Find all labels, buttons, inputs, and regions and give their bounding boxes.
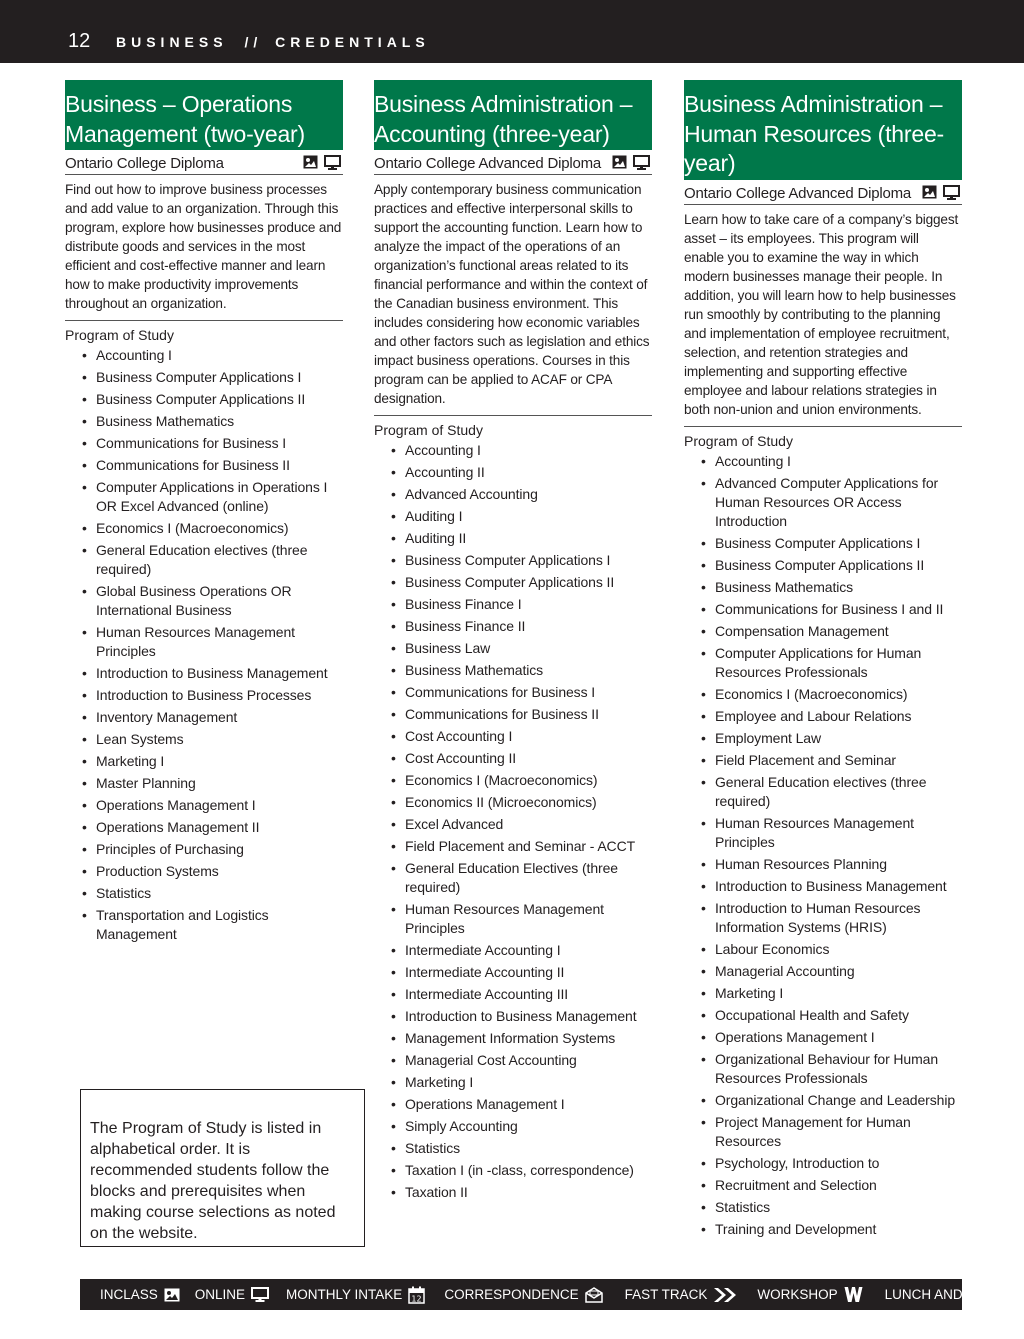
course-item: • Business Law — [374, 639, 652, 658]
course-item: • Introduction to Human Resources Information Systems (HRIS) — [684, 899, 962, 937]
subsection-label: CREDENTIALS — [275, 34, 430, 50]
course-item: • Psychology, Introduction to — [684, 1154, 962, 1173]
course-item: • Communications for Business I — [65, 434, 343, 453]
alphabetical-order-note: The Program of Study is listed in alphabetical order. It is recommended students follow the blocks and prerequisites when making course selections as noted on the website. — [80, 1089, 365, 1247]
course-item: • Marketing I — [65, 752, 343, 771]
legend-item-inclass — [100, 1287, 180, 1302]
course-item: • Auditing II — [374, 529, 652, 548]
course-item: • Advanced Accounting — [374, 485, 652, 504]
online-icon — [943, 185, 960, 200]
course-item: • Operations Management I — [374, 1095, 652, 1114]
course-item: • Advanced Computer Applications for Human Resources OR Access Introduction — [684, 474, 962, 531]
course-list — [684, 452, 962, 1239]
page-number: 12 — [68, 30, 91, 52]
delivery-icons — [610, 155, 650, 170]
course-item: • Field Placement and Seminar - ACCT — [374, 837, 652, 856]
course-item: • Managerial Accounting — [684, 962, 962, 981]
course-item: • Cost Accounting II — [374, 749, 652, 768]
course-item: • Introduction to Business Management — [374, 1007, 652, 1026]
legend-item-online — [195, 1287, 269, 1303]
course-item: • Communications for Business II — [65, 456, 343, 475]
course-item: • Excel Advanced — [374, 815, 652, 834]
program-column — [374, 80, 652, 1205]
program-description: Learn how to take care of a company’s biggest asset – its employees. This program will enable you to examine the way in which modern businesses manage their people. In addition, you will learn how to help businesses run smoothly by contributing to the planning and implementation of employee recruitment, selection, and retention strategies and implementing and supporting effective employee and labour relations strategies in both non-union and union environments. — [684, 210, 962, 427]
course-item: • Accounting I — [684, 452, 962, 471]
course-item: • Training and Development — [684, 1220, 962, 1239]
course-item: • General Education electives (three required) — [65, 541, 343, 579]
legend-item-monthly-intake — [286, 1286, 425, 1304]
fork-knife-icon — [1017, 1286, 1024, 1304]
course-item: • Communications for Business I — [374, 683, 652, 702]
course-item: • Communications for Business I and II — [684, 600, 962, 619]
credential-row — [374, 153, 652, 175]
program-of-study-heading: Program of Study — [684, 432, 793, 449]
course-item: • Human Resources Management Principles — [65, 623, 343, 661]
course-item: • Global Business Operations OR International Business — [65, 582, 343, 620]
section-separator: // — [244, 34, 263, 50]
course-item: • Business Computer Applications I — [65, 368, 343, 387]
legend-label: CORRESPONDENCE — [444, 1287, 579, 1302]
course-item: • Management Information Systems — [374, 1029, 652, 1048]
inclass-icon — [164, 1288, 180, 1302]
course-item: • Field Placement and Seminar — [684, 751, 962, 770]
course-item: • Business Computer Applications II — [374, 573, 652, 592]
legend-label: LUNCH AND LEARN — [884, 1287, 1012, 1302]
course-item: • Business Computer Applications II — [65, 390, 343, 409]
svg-text:12: 12 — [411, 1294, 422, 1303]
course-item: • Business Computer Applications I — [374, 551, 652, 570]
course-item: • Simply Accounting — [374, 1117, 652, 1136]
course-item: • Marketing I — [374, 1073, 652, 1092]
course-item: • Business Computer Applications I — [684, 534, 962, 553]
course-item: • Economics II (Microeconomics) — [374, 793, 652, 812]
course-list — [65, 346, 343, 944]
fast-track-icon — [713, 1287, 737, 1303]
course-item: • Economics I (Macroeconomics) — [65, 519, 343, 538]
course-item: • Taxation I (in -class, correspondence) — [374, 1161, 652, 1180]
course-item: • Operations Management I — [65, 796, 343, 815]
course-item: • Project Management for Human Resources — [684, 1113, 962, 1151]
legend-item-fast-track — [625, 1287, 738, 1303]
workshop-w-icon — [844, 1286, 863, 1303]
section-label: BUSINESS — [116, 34, 228, 50]
course-item: • Compensation Management — [684, 622, 962, 641]
program-title: Business Administration – Human Resources (three-year) — [684, 80, 962, 180]
delivery-icons — [920, 185, 960, 200]
course-item: • Operations Management I — [684, 1028, 962, 1047]
envelope-icon — [585, 1287, 603, 1303]
course-item: • Introduction to Business Management — [684, 877, 962, 896]
inclass-icon — [303, 155, 318, 169]
delivery-icons — [301, 155, 341, 170]
program-of-study-heading: Program of Study — [374, 422, 483, 438]
legend-label: WORKSHOP — [757, 1287, 838, 1302]
legend-label: FAST TRACK — [624, 1287, 708, 1302]
legend-label: INCLASS — [100, 1287, 158, 1302]
course-item: • Intermediate Accounting I — [374, 941, 652, 960]
course-item: • Introduction to Business Processes — [65, 686, 343, 705]
course-item: • Intermediate Accounting III — [374, 985, 652, 1004]
course-item: • Business Computer Applications II — [684, 556, 962, 575]
online-icon — [324, 155, 341, 170]
program-title: Business – Operations Management (two-year) — [65, 80, 343, 150]
course-list — [374, 441, 652, 1202]
credential-label: Ontario College Advanced Diploma — [374, 155, 602, 172]
course-item: • General Education Electives (three required) — [374, 859, 652, 897]
course-item: • Human Resources Management Principles — [684, 814, 962, 852]
online-icon — [251, 1287, 269, 1303]
course-item: • Employment Law — [684, 729, 962, 748]
course-item: • Economics I (Macroeconomics) — [374, 771, 652, 790]
course-item: • Labour Economics — [684, 940, 962, 959]
course-item: • Accounting II — [374, 463, 652, 482]
course-item: • Computer Applications in Operations I OR Excel Advanced (online) — [65, 478, 343, 516]
legend-item-correspondence — [444, 1287, 602, 1303]
credential-label: Ontario College Diploma — [65, 155, 224, 172]
course-item: • Master Planning — [65, 774, 343, 793]
program-title: Business Administration – Accounting (three-year) — [374, 80, 652, 150]
course-item: • Marketing I — [684, 984, 962, 1003]
legend-item-lunch-and-learn — [885, 1286, 1024, 1304]
course-item: • Managerial Cost Accounting — [374, 1051, 652, 1070]
course-item: • General Education electives (three required) — [684, 773, 962, 811]
course-item: • Employee and Labour Relations — [684, 707, 962, 726]
course-item: • Organizational Behaviour for Human Resources Professionals — [684, 1050, 962, 1088]
program-column — [65, 80, 343, 947]
course-item: • Recruitment and Selection — [684, 1176, 962, 1195]
running-header — [0, 0, 1024, 63]
course-item: • Accounting I — [374, 441, 652, 460]
course-item: • Occupational Health and Safety — [684, 1006, 962, 1025]
course-item: • Lean Systems — [65, 730, 343, 749]
course-item: • Business Mathematics — [684, 578, 962, 597]
program-column — [684, 80, 962, 1242]
course-item: • Auditing I — [374, 507, 652, 526]
course-item: • Principles of Purchasing — [65, 840, 343, 859]
section-title — [116, 34, 430, 50]
delivery-legend — [80, 1279, 1012, 1310]
course-item: • Statistics — [374, 1139, 652, 1158]
course-item: • Business Finance I — [374, 595, 652, 614]
course-item: • Inventory Management — [65, 708, 343, 727]
course-item: • Transportation and Logistics Management — [65, 906, 343, 944]
course-item: • Economics I (Macroeconomics) — [684, 685, 962, 704]
course-item: • Business Finance II — [374, 617, 652, 636]
course-item: • Communications for Business II — [374, 705, 652, 724]
program-description: Apply contemporary business communication practices and effective interpersonal skills to support the accounting function. Learn how to analyze the impact of the operations of an organization’s functional areas related to its financial performance and within the context of the Canadian business environment. This includes considering how economic variables and other factors such as legislation and ethics impact business operations. Courses in this program can be applied to ACAF or CPA designation. — [374, 180, 652, 416]
course-item: • Production Systems — [65, 862, 343, 881]
credential-row — [684, 183, 962, 205]
course-item: • Business Mathematics — [374, 661, 652, 680]
course-item: • Computer Applications for Human Resources Professionals — [684, 644, 962, 682]
credential-row — [65, 153, 343, 175]
course-item: • Taxation II — [374, 1183, 652, 1202]
course-item: • Accounting I — [65, 346, 343, 365]
course-item: • Statistics — [684, 1198, 962, 1217]
online-icon — [633, 155, 650, 170]
calendar-icon — [408, 1286, 425, 1304]
course-item: • Organizational Change and Leadership — [684, 1091, 962, 1110]
credential-label: Ontario College Advanced Diploma — [684, 184, 912, 202]
course-item: • Business Mathematics — [65, 412, 343, 431]
program-description: Find out how to improve business processes and add value to an organization. Through this program, explore how businesses produce and distribute goods and services in the most efficient and cost-effective manner and learn how to make productivity improvements throughout an organization. — [65, 180, 343, 321]
program-of-study-heading: Program of Study — [65, 327, 174, 343]
legend-label: MONTHLY INTAKE — [286, 1287, 403, 1302]
course-item: • Human Resources Planning — [684, 855, 962, 874]
course-item: • Human Resources Management Principles — [374, 900, 652, 938]
course-item: • Operations Management II — [65, 818, 343, 837]
course-item: • Statistics — [65, 884, 343, 903]
course-item: • Cost Accounting I — [374, 727, 652, 746]
course-item: • Introduction to Business Management — [65, 664, 343, 683]
course-item: • Intermediate Accounting II — [374, 963, 652, 982]
legend-item-workshop — [757, 1286, 862, 1303]
inclass-icon — [922, 185, 937, 199]
inclass-icon — [612, 155, 627, 169]
legend-label: ONLINE — [194, 1287, 246, 1302]
